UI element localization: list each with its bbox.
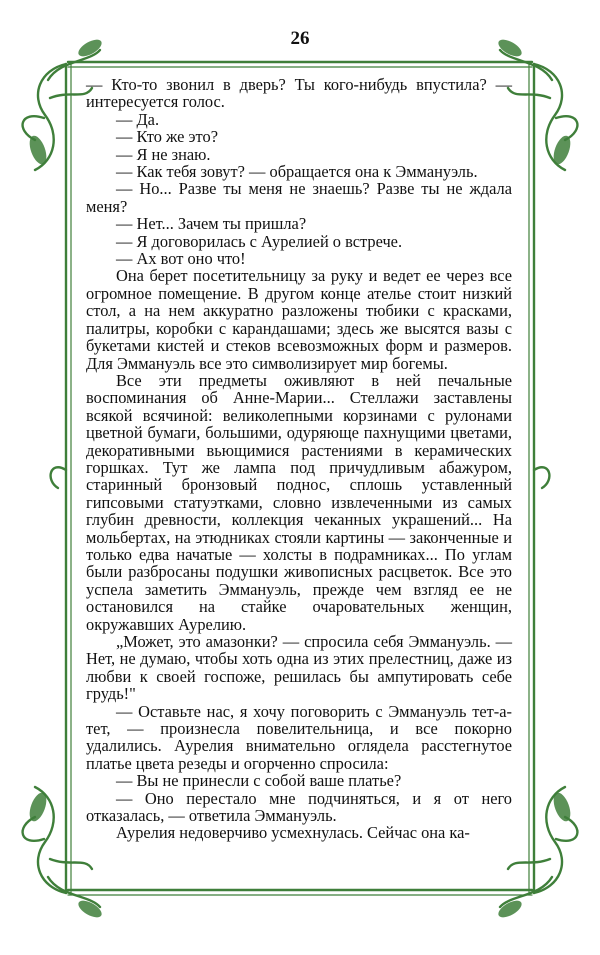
paragraph: — Как тебя зовут? — обращается она к Эммануэль.: [116, 162, 478, 182]
paragraph: — Нет... Зачем ты пришла?: [116, 214, 307, 234]
paragraph: „Может, это амазонки? — спросила себя Эммануэль. — Нет, не думаю, чтобы хоть одна из этих прелестниц, даже из любви к своей госпоже, решилась бы ампутировать себе грудь!": [86, 632, 512, 704]
paragraph: — Да.: [116, 109, 160, 129]
paragraph: — Вы не принесли с собой ваше платье?: [116, 771, 402, 791]
paragraph: — Я не знаю.: [116, 144, 211, 164]
paragraph: — Кто-то звонил в дверь? Ты кого-нибудь впустила? — интересуется голос.: [86, 75, 512, 112]
paragraph: Все эти предметы оживляют в ней печальные воспоминания об Анне-Марии... Стеллажи заставлены всякой всячиной: великолепными корзинами с рулонами цветной бумаги, большими, одуряюще пахнущими цветами, декоративными вьющимися растениями в керамических горшках. Тут же лампа под причудливым абажуром, старинный бронзовый поднос, сплошь уставленный гипсовыми статуэтками, словно извлеченными из самых глубин древности, коллекция чеканных украшений... На мольбертах, на этюдниках стояли картины — законченные и только едва начатые — холсты в подрамниках... По углам были разбросаны подушки живописных расцветок. Все это успела заметить Эммануэль, прежде чем взгляд ее не остановился на стайке очаровательных женщин, окружавших Аурелию.: [86, 370, 512, 634]
paragraph: — Оно перестало мне подчиняться, и я от него отказалась, — ответила Эммануэль.: [86, 788, 512, 826]
page-number: 26: [290, 28, 310, 49]
paragraph: Аурелия недоверчиво усмехнулась. Сейчас она ка-: [116, 823, 470, 843]
paragraph: Она берет посетительницу за руку и ведет ее через все огромное помещение. В другом конце ателье стоит низкий стол, а на нем аккуратно разложены тюбики с красками, палитры, коробки с карандашами; здесь же высятся вазы с букетами кистей и стеков всевозможных форм и размеров. Для Эммануэль все это символизирует мир богемы.: [86, 266, 512, 373]
paragraph: — Я договорилась с Аурелией о встрече.: [116, 231, 403, 251]
paragraph: — Но... Разве ты меня не знаешь? Разве ты не ждала меня?: [86, 179, 512, 216]
paragraph: — Кто же это?: [116, 127, 218, 147]
paragraph: — Ах вот оно что!: [116, 249, 246, 269]
body-text: [86, 76, 512, 842]
paragraph: — Оставьте нас, я хочу поговорить с Эммануэль тет-а-тет, — произнесла повелительница, и все покорно удалились. Аурелия внимательно оглядела расстегнутое платье цвета резеды и огорченно спросила:: [86, 701, 512, 773]
